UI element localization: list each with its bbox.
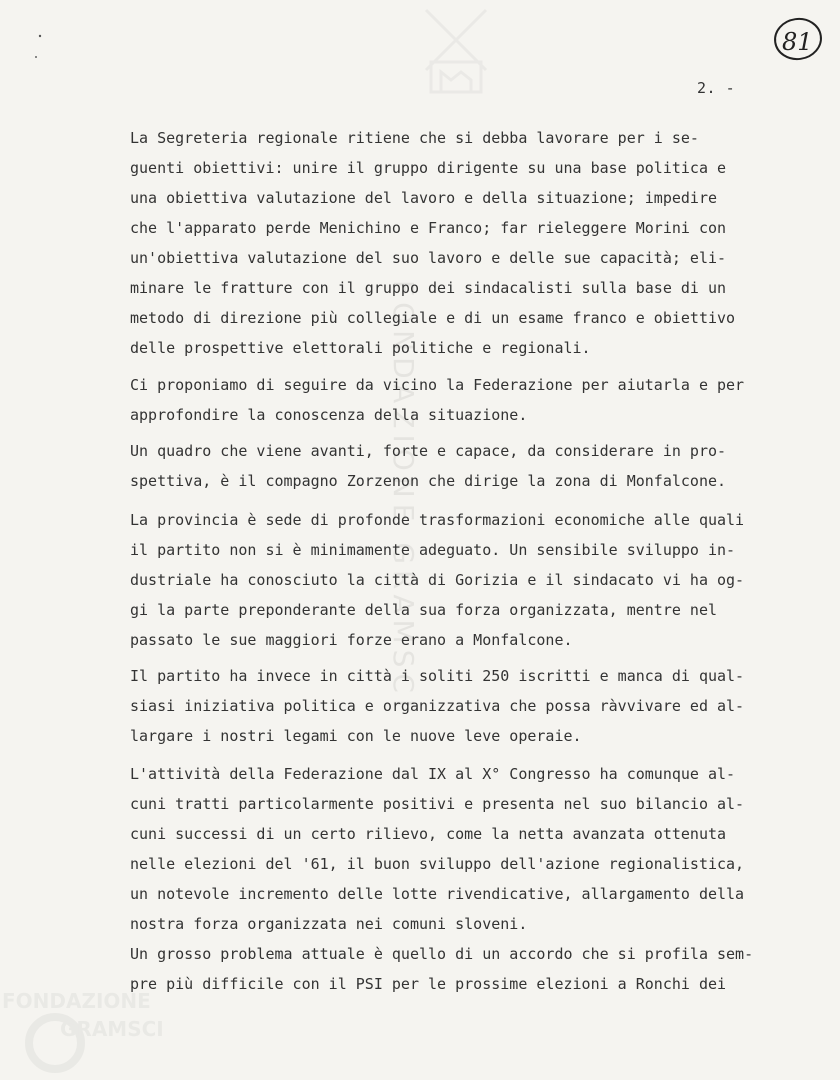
- text-line: una obiettiva valutazione del lavoro e della situazione; impedire: [130, 189, 717, 207]
- text-line: Il partito ha invece in città i soliti 250 iscritti e manca di qual-: [130, 667, 745, 685]
- text-line: passato le sue maggiori forze erano a Monfalcone.: [130, 631, 573, 649]
- text-line: Ci proponiamo di seguire da vicino la Federazione per aiutarla e per: [130, 376, 745, 394]
- text-line: cuni tratti particolarmente positivi e presenta nel suo bilancio al-: [130, 795, 745, 813]
- svg-text:GRAMSCI: GRAMSCI: [60, 1017, 164, 1041]
- text-line: gi la parte preponderante della sua forza organizzata, mentre nel: [130, 601, 717, 619]
- paragraph: [130, 505, 744, 655]
- text-line: il partito non si è minimamente adeguato. Un sensibile sviluppo in-: [130, 541, 736, 559]
- text-line: Un quadro che viene avanti, forte e capace, da considerare in pro-: [130, 442, 727, 460]
- text-line: che l'apparato perde Menichino e Franco; far rieleggere Morini con: [130, 219, 727, 237]
- text-line: delle prospettive elettorali politiche e regionali.: [130, 339, 591, 357]
- text-line: approfondire la conoscenza della situazione.: [130, 406, 528, 424]
- text-line: Un grosso problema attuale è quello di un accordo che si profila sem-: [130, 945, 754, 963]
- text-line: un notevole incremento delle lotte rivendicative, allargamento della: [130, 885, 745, 903]
- watermark-vertical-text: FONDAZIONE GRAMSCI: [387, 280, 420, 714]
- paragraph: [130, 370, 744, 430]
- text-line: La Segreteria regionale ritiene che si debba lavorare per i se-: [130, 129, 699, 147]
- text-line: largare i nostri legami con le nuove leve operaie.: [130, 727, 582, 745]
- text-line: nelle elezioni del '61, il buon sviluppo dell'azione regionalistica,: [130, 855, 745, 873]
- paragraph: [130, 759, 744, 939]
- text-line: L'attività della Federazione dal IX al X° Congresso ha comunque al-: [130, 765, 736, 783]
- text-line: siasi iniziativa politica e organizzativa che possa ràvvivare ed al-: [130, 697, 745, 715]
- fondazione-gramsci-logo-watermark: [0, 988, 220, 1078]
- paragraph: [130, 436, 726, 496]
- text-line: guenti obiettivi: unire il gruppo dirigente su una base politica e: [130, 159, 727, 177]
- circled-page-stamp: [770, 12, 826, 68]
- svg-text:FONDAZIONE: FONDAZIONE: [2, 989, 151, 1013]
- text-line: metodo di direzione più collegiale e di un esame franco e obiettivo: [130, 309, 736, 327]
- text-line: pre più difficile con il PSI per le prossime elezioni a Ronchi dei: [130, 975, 727, 993]
- text-line: spettiva, è il compagno Zorzenon che dirige la zona di Monfalcone.: [130, 472, 727, 490]
- text-line: dustriale ha conosciuto la città di Gorizia e il sindacato vi ha og-: [130, 571, 745, 589]
- svg-text:81: 81: [782, 28, 813, 56]
- paragraph: [130, 123, 735, 363]
- text-line: La provincia è sede di profonde trasformazioni economiche alle quali: [130, 511, 745, 529]
- text-line: un'obiettiva valutazione del suo lavoro e delle sue capacità; eli-: [130, 249, 727, 267]
- page-number-label: 2. -: [697, 79, 736, 97]
- text-line: cuni successi di un certo rilievo, come la netta avanzata ottenuta: [130, 825, 727, 843]
- paragraph: [130, 661, 744, 751]
- text-line: minare le fratture con il gruppo dei sindacalisti sulla base di un: [130, 279, 727, 297]
- text-line: nostra forza organizzata nei comuni sloveni.: [130, 915, 528, 933]
- paragraph: [130, 939, 753, 999]
